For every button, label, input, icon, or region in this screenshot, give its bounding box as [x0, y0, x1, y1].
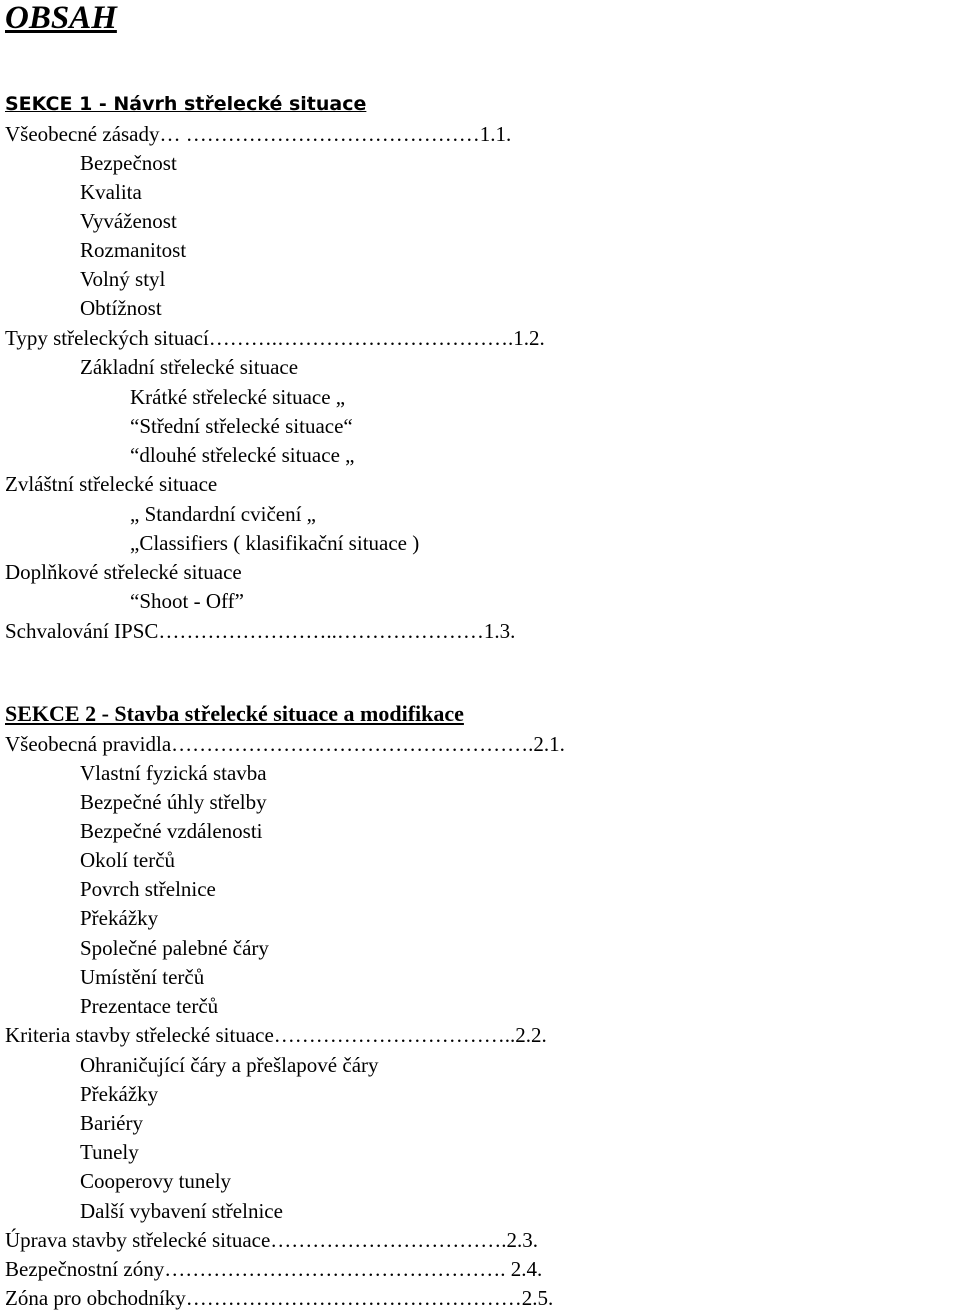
toc-subsubitem: „ Standardní cvičení „: [130, 502, 317, 526]
toc-entry-vseobecne-zasady[interactable]: Všeobecné zásady… ……………………………………1.1.: [5, 122, 512, 146]
toc-subitem: Tunely: [80, 1140, 139, 1164]
toc-entry-typy-situaci[interactable]: Typy střeleckých situací……….…………………………….1.2.: [5, 326, 545, 350]
toc-subitem: Kvalita: [80, 180, 142, 204]
toc-entry-vseobecna-pravidla[interactable]: Všeobecná pravidla…………………………………………….2.1.: [5, 732, 565, 756]
toc-subitem: Bariéry: [80, 1111, 143, 1135]
toc-subsubitem: “Střední střelecké situace“: [130, 414, 353, 438]
toc-subsubitem: „Classifiers ( klasifikační situace ): [130, 531, 420, 555]
toc-entry-schvalovani[interactable]: Schvalování IPSC……………………..…………………1.3.: [5, 619, 516, 643]
toc-entry-zona-obchodniky[interactable]: Zóna pro obchodníky…………………………………………2.5.: [5, 1286, 554, 1310]
section-1-heading: SEKCE 1 - Návrh střelecké situace: [5, 93, 367, 115]
toc-subitem: Prezentace terčů: [80, 994, 219, 1018]
toc-entry-uprava[interactable]: Úprava stavby střelecké situace…………………………….2.3.: [5, 1228, 539, 1252]
toc-subsubitem: “dlouhé střelecké situace „: [130, 443, 355, 467]
toc-subsubitem: “Shoot - Off”: [130, 589, 244, 613]
toc-subitem: Zvláštní střelecké situace: [5, 472, 218, 496]
toc-subitem: Základní střelecké situace: [80, 355, 299, 379]
toc-subitem: Umístění terčů: [80, 965, 205, 989]
toc-subitem: Společné palebné čáry: [80, 936, 269, 960]
toc-entry-bezpecnostni-zony[interactable]: Bezpečnostní zóny…………………………………………. 2.4.: [5, 1257, 543, 1281]
section-2-heading: SEKCE 2 - Stavba střelecké situace a modifikace: [5, 701, 464, 726]
toc-subitem: Vyváženost: [80, 209, 177, 233]
page-title: OBSAH: [5, 0, 117, 36]
toc-subitem: Doplňkové střelecké situace: [5, 560, 242, 584]
toc-subitem: Překážky: [80, 906, 159, 930]
toc-subitem: Okolí terčů: [80, 848, 176, 872]
toc-subitem: Obtížnost: [80, 296, 162, 320]
toc-subitem: Vlastní fyzická stavba: [80, 761, 267, 785]
toc-subitem: Bezpečné úhly střelby: [80, 790, 267, 814]
toc-subitem: Překážky: [80, 1082, 159, 1106]
toc-subitem: Ohraničující čáry a přešlapové čáry: [80, 1053, 379, 1077]
toc-subitem: Bezpečnost: [80, 151, 177, 175]
toc-subitem: Bezpečné vzdálenosti: [80, 819, 263, 843]
toc-subsubitem: Krátké střelecké situace „: [130, 385, 346, 409]
toc-subitem: Rozmanitost: [80, 238, 187, 262]
toc-entry-kriteria[interactable]: Kriteria stavby střelecké situace……………………………..2.2.: [5, 1023, 547, 1047]
toc-subitem: Cooperovy tunely: [80, 1169, 232, 1193]
toc-subitem: Povrch střelnice: [80, 877, 216, 901]
toc-subitem: Další vybavení střelnice: [80, 1199, 283, 1223]
toc-subitem: Volný styl: [80, 267, 166, 291]
